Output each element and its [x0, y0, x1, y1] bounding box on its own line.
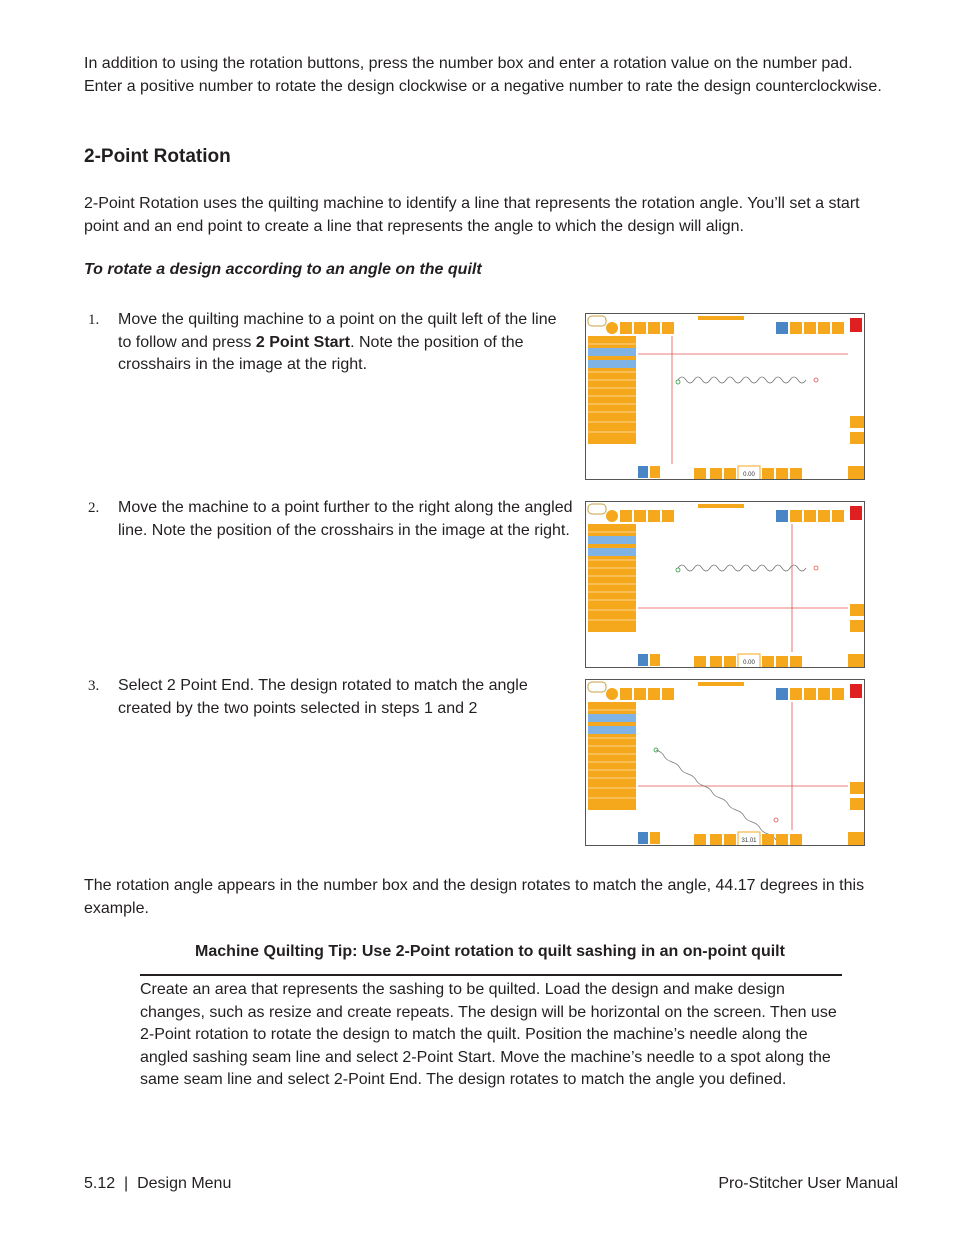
prostitcher-screen-3 [586, 680, 865, 846]
rotation-value: 0.00 [743, 660, 755, 666]
section-description: 2-Point Rotation uses the quilting machine to identify a line that represents the rotation angle. You’ll set a start point and an end point to create a line that represents the angle to which the design will align. [84, 195, 860, 235]
screenshot-step-1 [585, 313, 865, 480]
step-2-text: Move the machine to a point further to the right along the angled line. Note the position of the crosshairs in the image at the right. [118, 499, 573, 539]
logo-icon [588, 682, 606, 692]
prostitcher-screen-2 [586, 502, 865, 668]
screenshot-step-2 [585, 501, 865, 668]
step-1-number: 1. [88, 312, 100, 328]
step-1-text-end: . Note the position of the crosshairs in the image at the right. [118, 333, 524, 373]
rotation-value: 0.00 [743, 472, 755, 478]
procedure-heading: To rotate a design according to an angle on the quilt [84, 261, 482, 278]
logo-icon [588, 316, 606, 326]
rotation-value: 31.01 [741, 838, 757, 844]
tip-divider [140, 974, 842, 976]
prostitcher-screen-1 [586, 314, 865, 480]
step-3-number: 3. [88, 678, 100, 694]
side-menu [588, 702, 636, 810]
side-menu [588, 336, 636, 444]
section-heading: 2-Point Rotation [84, 146, 231, 167]
side-menu [588, 524, 636, 632]
footer-page-section: 5.12 | Design Menu [84, 1175, 232, 1192]
step-2-number: 2. [88, 500, 100, 516]
result-paragraph: The rotation angle appears in the number box and the design rotates to match the angle, 44.17 degrees in this example. [84, 877, 865, 917]
screenshot-step-3 [585, 679, 865, 846]
step-3-text: Select 2 Point End. The design rotated to match the angle created by the two points selected in steps 1 and 2 [118, 677, 528, 717]
logo-icon [588, 504, 606, 514]
step-1-text [118, 309, 574, 377]
footer-manual-title: Pro-Stitcher User Manual [718, 1175, 898, 1192]
intro-paragraph: In addition to using the rotation buttons, press the number box and enter a rotation value on the number pad. Enter a positive number to rotate the design clockwise or a negative number to rate the design counterclockwise. [84, 55, 882, 95]
tip-title: Machine Quilting Tip: Use 2-Point rotation to quilt sashing in an on-point quilt [195, 943, 785, 960]
step-1-bold-term: 2 Point Start [255, 333, 351, 351]
tip-body: Create an area that represents the sashing to be quilted. Load the design and make design changes, such as resize and create repeats. The design will be horizontal on the screen. Then use 2-Point rotation to rotate the design to match the quilt. Position the machine’s needle along the angled sashing seam line and select 2-Point Start. Move the machine’s needle to a spot along the same seam line and select 2-Point End. The design rotates to match the angle you defined. [140, 981, 837, 1088]
step-1-text-start: Move the quilting machine to a point on the quilt left of the line to follow and press [118, 311, 557, 351]
